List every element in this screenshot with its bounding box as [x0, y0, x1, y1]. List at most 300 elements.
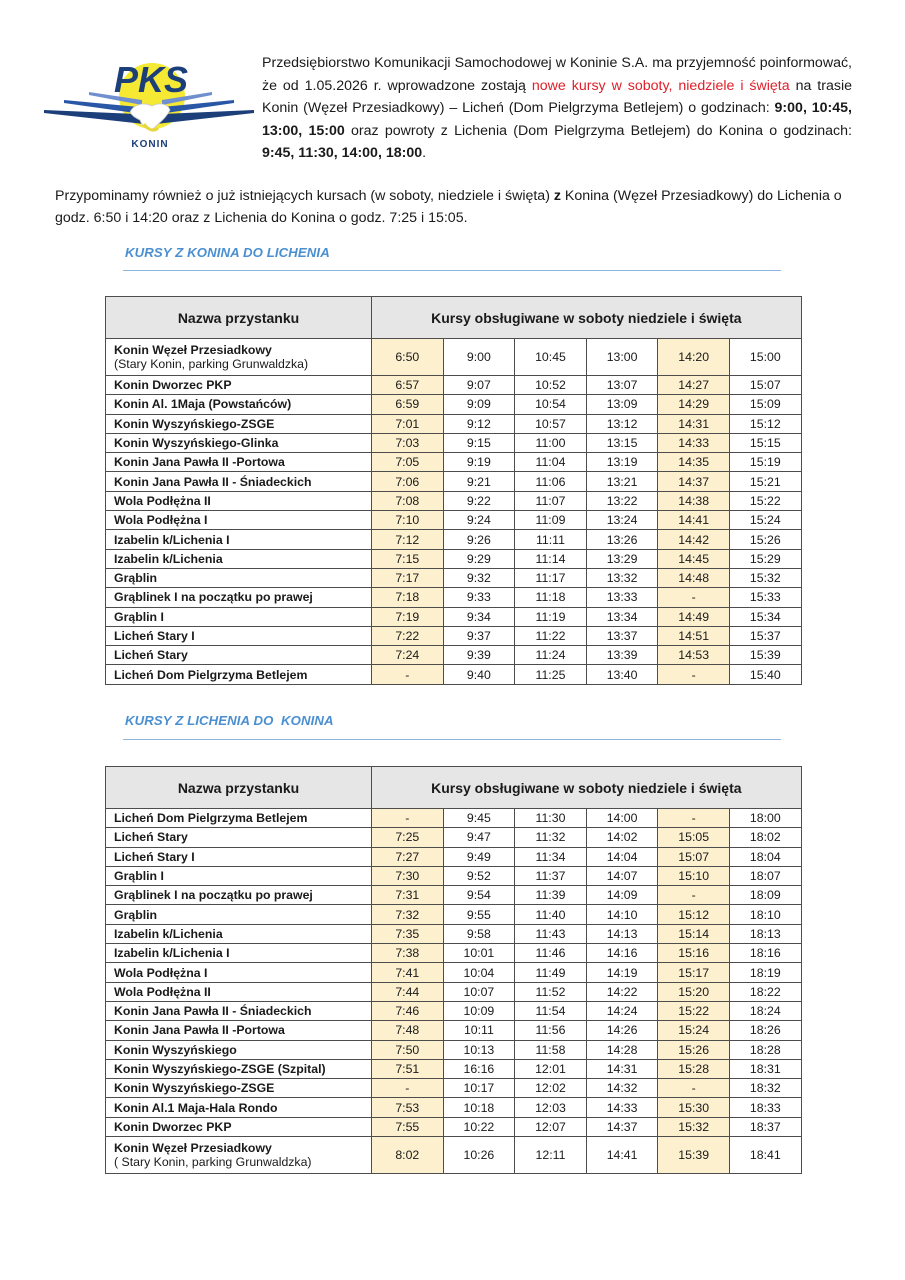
departure-time-cell: 18:33 — [729, 1098, 801, 1117]
departure-time-cell: 10:22 — [443, 1117, 515, 1136]
timetable-konin-to-lichen — [105, 296, 802, 685]
stop-name-cell — [106, 905, 372, 924]
table-row — [106, 1059, 802, 1078]
announcement-paragraph — [262, 52, 852, 165]
announcement-text-4: . — [422, 145, 427, 162]
departure-time-cell: 14:02 — [586, 828, 658, 847]
stop-name: Wola Podłężna I — [114, 965, 208, 980]
departure-time-cell: 18:16 — [729, 944, 801, 963]
departure-time-cell: 14:32 — [586, 1079, 658, 1098]
departure-time-cell: 14:07 — [586, 866, 658, 885]
stop-name: Konin Wyszyńskiego-ZSGE — [114, 1081, 275, 1096]
departure-time-cell: 18:41 — [729, 1137, 801, 1174]
table-row — [106, 626, 802, 645]
departure-time-cell: 11:04 — [515, 453, 587, 472]
stop-name-cell — [106, 588, 372, 607]
stop-name: Izabelin k/Lichenia — [114, 926, 223, 941]
departure-time-cell: 15:39 — [729, 646, 801, 665]
departure-time-cell: 10:45 — [515, 339, 587, 376]
departure-time-cell: 9:45 — [443, 809, 515, 828]
departure-time-cell: 18:28 — [729, 1040, 801, 1059]
departure-time-cell: 9:40 — [443, 665, 515, 684]
departure-time-cell: 9:39 — [443, 646, 515, 665]
stop-name-cell — [106, 568, 372, 587]
table-row — [106, 491, 802, 510]
departure-time-cell: 13:15 — [586, 433, 658, 452]
departure-time-cell: 16:16 — [443, 1059, 515, 1078]
stop-name-detail: (Stary Konin, parking Grunwaldzka) — [114, 357, 309, 371]
departure-time-cell: 7:15 — [372, 549, 444, 568]
stop-name-cell — [106, 963, 372, 982]
announcement-highlight: nowe kursy w soboty, niedziele i święta — [531, 77, 790, 94]
departure-time-cell: 18:13 — [729, 924, 801, 943]
departure-time-cell: 15:15 — [729, 433, 801, 452]
departure-time-cell: 10:18 — [443, 1098, 515, 1117]
departure-time-cell: 9:52 — [443, 866, 515, 885]
departure-time-cell: 9:24 — [443, 511, 515, 530]
table-row — [106, 607, 802, 626]
departure-time-cell: 7:19 — [372, 607, 444, 626]
departure-time-cell: 14:37 — [586, 1117, 658, 1136]
departure-time-cell: - — [372, 665, 444, 684]
departure-time-cell: - — [658, 886, 730, 905]
table-row — [106, 924, 802, 943]
stop-name-cell — [106, 453, 372, 472]
departure-time-cell: 9:22 — [443, 491, 515, 510]
stop-name-detail: ( Stary Konin, parking Grunwaldzka) — [114, 1155, 312, 1170]
departure-time-cell: 15:34 — [729, 607, 801, 626]
stop-name: Konin Dworzec PKP — [114, 1119, 232, 1134]
table-row — [106, 588, 802, 607]
stop-name-cell — [106, 665, 372, 684]
departure-time-cell: 9:09 — [443, 395, 515, 414]
stop-name-cell — [106, 866, 372, 885]
departure-time-cell: 13:19 — [586, 453, 658, 472]
departure-time-cell: 18:37 — [729, 1117, 801, 1136]
stop-name: Licheń Stary — [114, 648, 188, 663]
stop-name-cell — [106, 1137, 372, 1174]
departure-time-cell: 15:20 — [658, 982, 730, 1001]
table-row — [106, 866, 802, 885]
table-row — [106, 549, 802, 568]
departure-time-cell: 10:11 — [443, 1021, 515, 1040]
departure-time-cell: 13:32 — [586, 568, 658, 587]
departure-time-cell: 9:33 — [443, 588, 515, 607]
departure-time-cell: 15:37 — [729, 626, 801, 645]
departure-time-cell: 13:09 — [586, 395, 658, 414]
stop-name-cell — [106, 626, 372, 645]
departure-time-cell: 7:38 — [372, 944, 444, 963]
departure-time-cell: 18:09 — [729, 886, 801, 905]
departure-time-cell: 9:32 — [443, 568, 515, 587]
departure-time-cell: 7:18 — [372, 588, 444, 607]
stop-name: Konin Al.1 Maja-Hala Rondo — [114, 1100, 278, 1115]
departure-time-cell: 11:14 — [515, 549, 587, 568]
table-row — [106, 1098, 802, 1117]
reminder-bold: z — [553, 188, 561, 204]
stop-name-cell — [106, 549, 372, 568]
departure-time-cell: 9:29 — [443, 549, 515, 568]
departure-time-cell: 18:32 — [729, 1079, 801, 1098]
departure-time-cell: 12:11 — [515, 1137, 587, 1174]
stop-name-cell — [106, 924, 372, 943]
departure-time-cell: 11:52 — [515, 982, 587, 1001]
table-row — [106, 472, 802, 491]
departure-time-cell: 11:09 — [515, 511, 587, 530]
departure-time-cell: 13:00 — [586, 339, 658, 376]
stop-name: Konin Węzeł Przesiadkowy — [114, 343, 272, 357]
stop-name-cell — [106, 1021, 372, 1040]
departure-time-cell: 12:07 — [515, 1117, 587, 1136]
stop-name: Konin Wyszyńskiego-ZSGE (Szpital) — [114, 1062, 326, 1076]
departure-time-cell: 13:22 — [586, 491, 658, 510]
table-row — [106, 1021, 802, 1040]
departure-time-cell: 15:32 — [729, 568, 801, 587]
departure-time-cell: 14:53 — [658, 646, 730, 665]
departure-time-cell: 11:30 — [515, 809, 587, 828]
departure-time-cell: 11:07 — [515, 491, 587, 510]
departure-time-cell: 14:42 — [658, 530, 730, 549]
stop-name-cell — [106, 809, 372, 828]
departure-time-cell: 14:48 — [658, 568, 730, 587]
stop-name-cell — [106, 433, 372, 452]
stop-name: Licheń Dom Pielgrzyma Betlejem — [114, 667, 308, 682]
departure-time-cell: 10:52 — [515, 376, 587, 395]
departure-time-cell: 7:10 — [372, 511, 444, 530]
announcement-text-3: oraz powroty z Lichenia (Dom Pielgrzyma Betlejem) do Konina o godzinach: — [344, 122, 852, 139]
departure-time-cell: 9:34 — [443, 607, 515, 626]
departure-time-cell: 14:49 — [658, 607, 730, 626]
departure-time-cell: 15:32 — [658, 1117, 730, 1136]
departure-time-cell: 18:00 — [729, 809, 801, 828]
stop-name-cell — [106, 607, 372, 626]
header-stop-name: Nazwa przystanku — [106, 297, 372, 339]
departure-time-cell: 14:26 — [586, 1021, 658, 1040]
departure-time-cell: 7:06 — [372, 472, 444, 491]
departure-time-cell: 15:07 — [729, 376, 801, 395]
departure-time-cell: 11:22 — [515, 626, 587, 645]
departure-time-cell: 14:51 — [658, 626, 730, 645]
table-row — [106, 1040, 802, 1059]
departure-time-cell: 11:25 — [515, 665, 587, 684]
departure-time-cell: 9:37 — [443, 626, 515, 645]
departure-time-cell: 13:33 — [586, 588, 658, 607]
announcement-text-1: Przedsiębiorstwo Komunikacji Samochodowej w Koninie S.A. ma przyjemność poinformować, że od 1.05.2026 r. wprowadzone zostają — [262, 55, 852, 94]
departure-time-cell: 11:11 — [515, 530, 587, 549]
stop-name-cell — [106, 847, 372, 866]
departure-time-cell: 14:20 — [658, 339, 730, 376]
departure-time-cell: 7:03 — [372, 433, 444, 452]
departure-time-cell: 10:57 — [515, 414, 587, 433]
departure-time-cell: 6:57 — [372, 376, 444, 395]
stop-name-cell — [106, 530, 372, 549]
departure-time-cell: 13:34 — [586, 607, 658, 626]
stop-name-cell — [106, 1117, 372, 1136]
departure-time-cell: 10:13 — [443, 1040, 515, 1059]
departure-time-cell: 7:35 — [372, 924, 444, 943]
header-courses: Kursy obsługiwane w soboty niedziele i święta — [372, 767, 802, 809]
stop-name: Grąblin — [114, 571, 158, 586]
section-divider — [123, 739, 781, 740]
departure-time-cell: 14:41 — [658, 511, 730, 530]
section-title-text: KURSY Z LICHENIA DO KONINA — [125, 713, 334, 728]
departure-time-cell: 15:22 — [729, 491, 801, 510]
departure-time-cell: 7:08 — [372, 491, 444, 510]
reminder-text-2: Konina (Węzeł Przesiadkowy) do Lichenia o godz. 6:50 i 14:20 oraz z Lichenia do Konina o godz. 7:25 i 15:05. — [55, 188, 842, 226]
departure-time-cell: 14:10 — [586, 905, 658, 924]
departure-time-cell: 18:04 — [729, 847, 801, 866]
departure-time-cell: 6:59 — [372, 395, 444, 414]
departure-time-cell: 14:33 — [586, 1098, 658, 1117]
section-divider — [123, 270, 781, 271]
stop-name: Wola Podłężna I — [114, 513, 208, 528]
departure-time-cell: 9:49 — [443, 847, 515, 866]
departure-time-cell: 11:24 — [515, 646, 587, 665]
departure-time-cell: 15:10 — [658, 866, 730, 885]
table-row — [106, 414, 802, 433]
stop-name: Izabelin k/Lichenia I — [114, 532, 230, 547]
departure-time-cell: 7:44 — [372, 982, 444, 1001]
stop-name: Grąblin I — [114, 609, 164, 624]
reminder-text-1: Przypominamy również o już istniejących kursach (w soboty, niedziele i święta) — [55, 188, 554, 204]
departure-time-cell: 11:39 — [515, 886, 587, 905]
departure-time-cell: 7:25 — [372, 828, 444, 847]
departure-time-cell: 7:55 — [372, 1117, 444, 1136]
stop-name-cell — [106, 944, 372, 963]
departure-time-cell: 9:55 — [443, 905, 515, 924]
departure-time-cell: 10:01 — [443, 944, 515, 963]
departure-time-cell: 11:58 — [515, 1040, 587, 1059]
stop-name: Konin Jana Pawła II - Śniadeckich — [114, 474, 312, 489]
departure-time-cell: 12:01 — [515, 1059, 587, 1078]
departure-time-cell: 14:13 — [586, 924, 658, 943]
stop-name: Konin Jana Pawła II -Portowa — [114, 1023, 285, 1038]
departure-time-cell: 14:41 — [586, 1137, 658, 1174]
departure-time-cell: 15:09 — [729, 395, 801, 414]
departure-time-cell: 14:04 — [586, 847, 658, 866]
departure-time-cell: 14:31 — [586, 1059, 658, 1078]
logo-city-text: KONIN — [131, 139, 169, 150]
departure-time-cell: 14:45 — [658, 549, 730, 568]
stop-name-cell — [106, 395, 372, 414]
header-stop-name: Nazwa przystanku — [106, 767, 372, 809]
stop-name: Konin Jana Pawła II -Portowa — [114, 455, 285, 470]
departure-time-cell: 15:40 — [729, 665, 801, 684]
table-row — [106, 665, 802, 684]
departure-time-cell: 15:07 — [658, 847, 730, 866]
table-header-row — [106, 297, 802, 339]
departure-time-cell: 7:48 — [372, 1021, 444, 1040]
departure-time-cell: 14:09 — [586, 886, 658, 905]
announcement-times-back: 9:45, 11:30, 14:00, 18:00 — [262, 145, 423, 162]
departure-time-cell: - — [658, 809, 730, 828]
departure-time-cell: 18:02 — [729, 828, 801, 847]
table-row — [106, 395, 802, 414]
departure-time-cell: 13:26 — [586, 530, 658, 549]
stop-name-cell — [106, 491, 372, 510]
departure-time-cell: - — [372, 809, 444, 828]
departure-time-cell: 9:19 — [443, 453, 515, 472]
departure-time-cell: 7:30 — [372, 866, 444, 885]
departure-time-cell: 9:00 — [443, 339, 515, 376]
stop-name: Konin Al. 1Maja (Powstańców) — [114, 397, 292, 412]
departure-time-cell: 15:39 — [658, 1137, 730, 1174]
departure-time-cell: 15:12 — [658, 905, 730, 924]
departure-time-cell: 7:01 — [372, 414, 444, 433]
departure-time-cell: 15:12 — [729, 414, 801, 433]
departure-time-cell: 15:22 — [658, 1001, 730, 1020]
departure-time-cell: 7:32 — [372, 905, 444, 924]
header-courses: Kursy obsługiwane w soboty niedziele i święta — [372, 297, 802, 339]
departure-time-cell: 18:19 — [729, 963, 801, 982]
table-row — [106, 1079, 802, 1098]
stop-name: Izabelin k/Lichenia — [114, 551, 223, 566]
departure-time-cell: 9:47 — [443, 828, 515, 847]
stop-name-cell — [106, 339, 372, 376]
departure-time-cell: 11:37 — [515, 866, 587, 885]
departure-time-cell: 15:21 — [729, 472, 801, 491]
departure-time-cell: 7:53 — [372, 1098, 444, 1117]
departure-time-cell: 13:21 — [586, 472, 658, 491]
stop-name: Konin Węzeł Przesiadkowy — [114, 1141, 272, 1156]
table-row — [106, 376, 802, 395]
departure-time-cell: 14:38 — [658, 491, 730, 510]
stop-name: Konin Wyszyńskiego-Glinka — [114, 436, 279, 451]
table-row — [106, 1001, 802, 1020]
departure-time-cell: 18:07 — [729, 866, 801, 885]
departure-time-cell: 12:03 — [515, 1098, 587, 1117]
departure-time-cell: 13:29 — [586, 549, 658, 568]
departure-time-cell: 11:19 — [515, 607, 587, 626]
table-row — [106, 568, 802, 587]
table-row — [106, 886, 802, 905]
departure-time-cell: 7:27 — [372, 847, 444, 866]
stop-name-cell — [106, 511, 372, 530]
departure-time-cell: 15:17 — [658, 963, 730, 982]
departure-time-cell: - — [658, 1079, 730, 1098]
departure-time-cell: 11:40 — [515, 905, 587, 924]
stop-name: Licheń Stary — [114, 830, 188, 845]
section-title-konin-to-lichen: KURSY Z KONINA DO LICHENIA — [125, 245, 330, 260]
departure-time-cell: - — [658, 588, 730, 607]
departure-time-cell: 10:04 — [443, 963, 515, 982]
stop-name-cell — [106, 1079, 372, 1098]
departure-time-cell: 15:24 — [729, 511, 801, 530]
departure-time-cell: 14:28 — [586, 1040, 658, 1059]
pks-logo-graphic — [44, 52, 254, 152]
section-title-lichen-to-konin — [125, 713, 334, 728]
departure-time-cell: 14:29 — [658, 395, 730, 414]
departure-time-cell: 9:15 — [443, 433, 515, 452]
departure-time-cell: 9:07 — [443, 376, 515, 395]
departure-time-cell: 9:54 — [443, 886, 515, 905]
departure-time-cell: 18:22 — [729, 982, 801, 1001]
stop-name: Izabelin k/Lichenia I — [114, 946, 230, 961]
announcement-text-2: na trasie Konin (Węzeł Przesiadkowy) – Licheń (Dom Pielgrzyma Betlejem) o godzinach: — [262, 77, 852, 117]
stop-name: Grąblin — [114, 907, 158, 922]
departure-time-cell: 7:41 — [372, 963, 444, 982]
departure-time-cell: 18:10 — [729, 905, 801, 924]
departure-time-cell: 11:18 — [515, 588, 587, 607]
departure-time-cell: 10:09 — [443, 1001, 515, 1020]
stop-name: Wola Podłężna II — [114, 493, 211, 508]
departure-time-cell: 15:14 — [658, 924, 730, 943]
departure-time-cell: 14:27 — [658, 376, 730, 395]
table-row — [106, 646, 802, 665]
departure-time-cell: 15:24 — [658, 1021, 730, 1040]
departure-time-cell: 7:51 — [372, 1059, 444, 1078]
departure-time-cell: 10:07 — [443, 982, 515, 1001]
stop-name: Licheń Stary I — [114, 849, 195, 864]
stop-name: Konin Wyszyńskiego-ZSGE — [114, 416, 275, 431]
table-row — [106, 905, 802, 924]
table-row — [106, 963, 802, 982]
departure-time-cell: 15:05 — [658, 828, 730, 847]
departure-time-cell: 7:24 — [372, 646, 444, 665]
departure-time-cell: 13:39 — [586, 646, 658, 665]
stop-name: Wola Podłężna II — [114, 984, 211, 999]
table-row — [106, 809, 802, 828]
stop-name-cell — [106, 1059, 372, 1078]
departure-time-cell: 11:32 — [515, 828, 587, 847]
departure-time-cell: 14:33 — [658, 433, 730, 452]
stop-name-cell — [106, 646, 372, 665]
departure-time-cell: 11:34 — [515, 847, 587, 866]
departure-time-cell: 13:24 — [586, 511, 658, 530]
departure-time-cell: 13:12 — [586, 414, 658, 433]
departure-time-cell: 14:19 — [586, 963, 658, 982]
table-row — [106, 530, 802, 549]
departure-time-cell: 15:33 — [729, 588, 801, 607]
departure-time-cell: 18:24 — [729, 1001, 801, 1020]
departure-time-cell: 14:35 — [658, 453, 730, 472]
stop-name-cell — [106, 1001, 372, 1020]
table-row — [106, 828, 802, 847]
departure-time-cell: 11:17 — [515, 568, 587, 587]
pks-konin-logo — [44, 52, 254, 152]
departure-time-cell: 11:06 — [515, 472, 587, 491]
departure-time-cell: 7:12 — [372, 530, 444, 549]
departure-time-cell: 14:24 — [586, 1001, 658, 1020]
stop-name-cell — [106, 472, 372, 491]
departure-time-cell: 10:54 — [515, 395, 587, 414]
stop-name-cell — [106, 1098, 372, 1117]
departure-time-cell: 11:54 — [515, 1001, 587, 1020]
departure-time-cell: 7:31 — [372, 886, 444, 905]
departure-time-cell: 7:22 — [372, 626, 444, 645]
departure-time-cell: 15:00 — [729, 339, 801, 376]
stop-name: Grąblinek I na początku po prawej — [114, 590, 313, 605]
stop-name: Licheń Dom Pielgrzyma Betlejem — [114, 811, 308, 826]
stop-name-cell — [106, 982, 372, 1001]
departure-time-cell: 15:16 — [658, 944, 730, 963]
table-header-row — [106, 767, 802, 809]
departure-time-cell: 14:16 — [586, 944, 658, 963]
departure-time-cell: 9:26 — [443, 530, 515, 549]
departure-time-cell: 14:31 — [658, 414, 730, 433]
departure-time-cell: 9:12 — [443, 414, 515, 433]
departure-time-cell: 15:28 — [658, 1059, 730, 1078]
departure-time-cell: 7:50 — [372, 1040, 444, 1059]
stop-name: Konin Wyszyńskiego — [114, 1042, 237, 1057]
departure-time-cell: 8:02 — [372, 1137, 444, 1174]
departure-time-cell: 13:07 — [586, 376, 658, 395]
stop-name: Grąblinek I na początku po prawej — [114, 888, 313, 903]
stop-name-cell — [106, 1040, 372, 1059]
departure-time-cell: 7:17 — [372, 568, 444, 587]
departure-time-cell: - — [372, 1079, 444, 1098]
departure-time-cell: 15:30 — [658, 1098, 730, 1117]
